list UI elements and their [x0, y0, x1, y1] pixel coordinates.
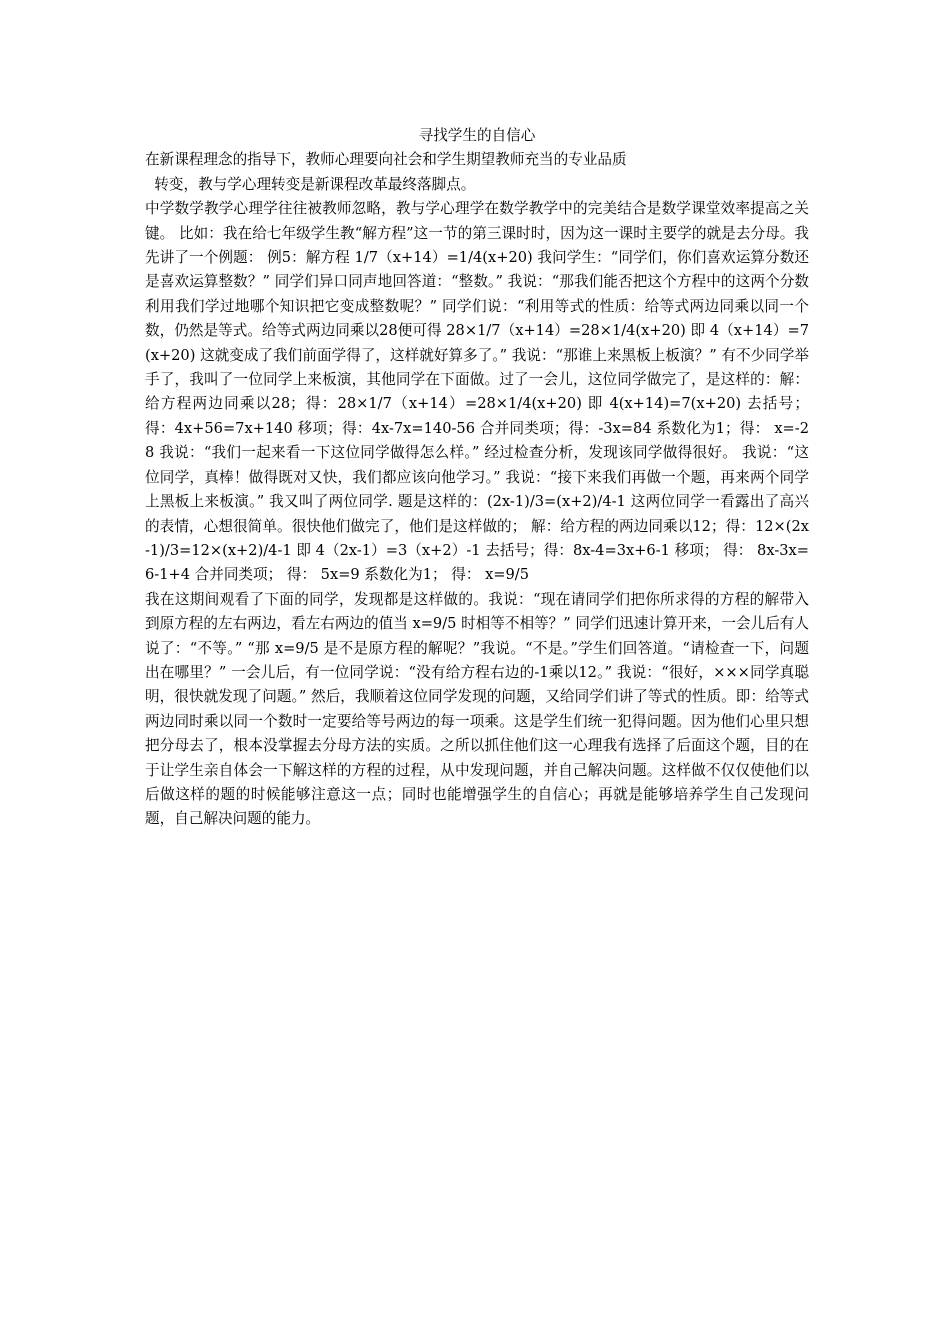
- paragraph-2: 我在这期间观看了下面的同学，发现都是这样做的。我说：“现在请同学们把你所求得的方程的解带入到原方程的左右两边，看左右两边的值当 x=9/5 时相等不相等？” 同学们迅速计算开来，一会儿后有人说了：“不等。” “那 x=9/5 是不是原方程的解呢？”我说。“不是。”学生们回答道。“请检查一下，问题出在哪里？” 一会儿后，有一位同学说：“没有给方程右边的-1乘以12。” 我说：“很好，×××同学真聪明，很快就发现了问题。” 然后，我顺着这位同学发现的问题，又给同学们讲了等式的性质。即：给等式两边同时乘以同一个数时一定要给等号两边的每一项乘。这是学生们统一犯得问题。因为他们心里只想把分母去了，根本没掌握去分母方法的实质。之所以抓住他们这一心理我有选择了后面这个题，目的在于让学生亲自体会一下解这样的方程的过程，从中发现问题，并自己解决问题。这样做不仅仅使他们以后做这样的题的时候能够注意这一点；同时也能增强学生的自信心；再就是能够培养学生自己发现问题，自己解决问题的能力。: [145, 590, 809, 828]
- paragraph-1: 中学数学教学心理学往往被教师忽略，教与学心理学在数学教学中的完美结合是数学课堂效率提高之关键。 比如：我在给七年级学生教“解方程”这一节的第三课时时，因为这一课时主要学的就是去分母。我先讲了一个例题： 例5：解方程 1/7（x+14）=1/4(x+20) 我问学生：“同学们，你们喜欢运算分数还是喜欢运算整数？” 同学们异口同声地回答道：“整数。” 我说：“那我们能否把这个方程中的这两个分数利用我们学过地哪个知识把它变成整数呢？” 同学们说：“利用等式的性质：给等式两边同乘以同一个数，仍然是等式。给等式两边同乘以28便可得 28×1/7（x+14）=28×1/4(x+20) 即 4（x+14）=7(x+20) 这就变成了我们前面学得了，这样就好算多了。” 我说：“那谁上来黑板上板演？” 有不少同学举手了，我叫了一位同学上来板演，其他同学在下面做。过了一会儿，这位同学做完了，是这样的：解：给方程两边同乘以28；得：28×1/7（x+14）=28×1/4(x+20) 即 4(x+14)=7(x+20) 去括号；得：4x+56=7x+140 移项；得：4x-7x=140-56 合并同类项；得：-3x=84 系数化为1；得： x=-28 我说：“我们一起来看一下这位同学做得怎么样。” 经过检查分析，发现该同学做得很好。 我说：“这位同学，真棒！做得既对又快，我们都应该向他学习。” 我说：“接下来我们再做一个题，再来两个同学上黑板上来板演。” 我又叫了两位同学. 题是这样的：(2x-1)/3=(x+2)/4-1 这两位同学一看露出了高兴的表情，心想很简单。很快他们做完了，他们是这样做的； 解：给方程的两边同乘以12；得：12×(2x-1)/3=12×(x+2)/4-1 即 4（2x-1）=3（x+2）-1 去括号；得：8x-4=3x+6-1 移项； 得： 8x-3x=6-1+4 合并同类项； 得： 5x=9 系数化为1； 得： x=9/5: [145, 200, 809, 584]
- intro-line-2: 转变，教与学心理转变是新课程改革最终落脚点。: [145, 175, 476, 193]
- intro-line-1: 在新课程理念的指导下，教师心理要向社会和学生期望教师充当的专业品质: [145, 151, 627, 169]
- document-body: [145, 124, 809, 832]
- document-title: 寻找学生的自信心: [418, 127, 536, 144]
